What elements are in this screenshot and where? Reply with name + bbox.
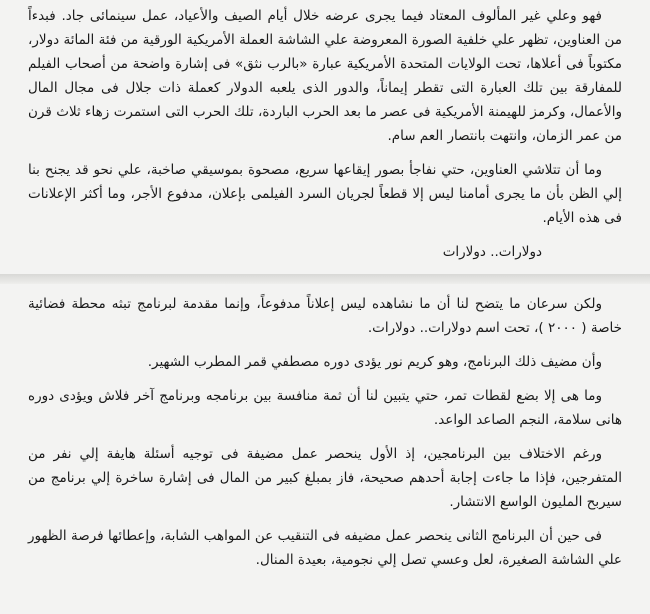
- text-line: وأن مضيف ذلك البرنامج، وهو كريم نور يؤدى دوره مصطفي قمر المطرب الشهير.: [147, 354, 602, 370]
- text-line: الظهور علي الشاشة الصغيرة، لعل وعسي تصل إلي نجومية، بعيدة المنال.: [28, 528, 622, 568]
- paragraph: [28, 384, 622, 432]
- text-line: فبدءاً من العناوين، تظهر علي خلفية الصورة المعروضة علي الشاشة العملة الأمريكية الورقية من فئة: [28, 8, 622, 48]
- text-line: فضائية خاصة ( ٢٠٠٠ )، تحت اسم دولارات.. دولارات.: [28, 296, 622, 336]
- text-line: ورغم الاختلاف بين البرنامجين، إذ الأول ينحصر عمل مضيفة فى توجيه أسئلة هايفة إلي نفر من: [28, 446, 602, 462]
- paragraph: [28, 442, 622, 514]
- text-line: المتفرجين، فإذا ما جاءت إجابة أحدهم صحيحة، فاز بمبلغ كبير من المال فى إشارة ساخرة إلي برنامج: [50, 470, 623, 486]
- text-line: ولكن سرعان ما يتضح لنا أن ما نشاهده ليس إعلاناً مدفوعاً، وإنما مقدمة لبرنامج تبثه محطة: [71, 296, 602, 312]
- paragraph: [28, 4, 622, 148]
- text-line: دولارات.. دولارات: [442, 244, 542, 260]
- text-line: وما أن تتلاشي العناوين، حتي نفاجأ بصور إيقاعها سريع، مصحوة بموسيقي صاخبة، علي نحو قد: [75, 162, 603, 178]
- paragraph: [28, 524, 622, 572]
- paragraph: [28, 292, 622, 340]
- text-line: من سيربح المليون الواسع الانتشار.: [28, 470, 622, 510]
- scan-shadow-band: [0, 274, 650, 284]
- text-line: ذات جلال فى مجال المال والأعمال، وكرمز للهيمنة الأمريكية فى عصر ما بعد الحرب الباردة، تلك: [28, 80, 622, 120]
- paragraph: [28, 240, 622, 264]
- text-line: واضحة من أصحاب الفيلم للمفارقة بين تلك العبارة التى تقطر إيماناً، والدور الذى يلعبه الدولار كعملة: [28, 56, 623, 96]
- text-line: وما هى إلا بضع لقطات تمر، حتي يتبين لنا أن ثمة منافسة بين برنامجه وبرنامج آخر فلاش: [98, 388, 602, 404]
- paragraph: [28, 350, 622, 374]
- text-line: فهو وعلي غير المألوف المعتاد فيما يجرى عرضه خلال أيام الصيف والأعياد، عمل سينمائى جاد.: [61, 8, 602, 24]
- text-line: فى حين أن البرنامج الثانى ينحصر عمل مضيفه فى التنقيب عن المواهب الشابة، وإعطائها فرصة: [71, 528, 602, 544]
- text-line: أكثر الإعلانات فى هذه الأيام.: [28, 186, 622, 226]
- text-line: ويؤدى دوره هانى سلامة، النجم الصاعد الواعد.: [28, 388, 622, 428]
- text-line: الحرب التى استمرت زهاء ثلاث قرن من عمر الزمان، وانتهت بانتصار العم سام.: [28, 104, 622, 144]
- text-line: المائة دولار، مكتوباً فى أعلاها، تحت الولايات المتحدة الأمريكية عبارة «بالرب نثق» فى إشارة: [28, 32, 622, 72]
- text-line: يجنح بنا إلي الظن بأن ما يجرى أمامنا ليس إلا قطعاً لجريان السرد الفيلمى بإعلان، مدفوع الأجر، وما: [28, 162, 622, 202]
- paragraph: [28, 158, 622, 230]
